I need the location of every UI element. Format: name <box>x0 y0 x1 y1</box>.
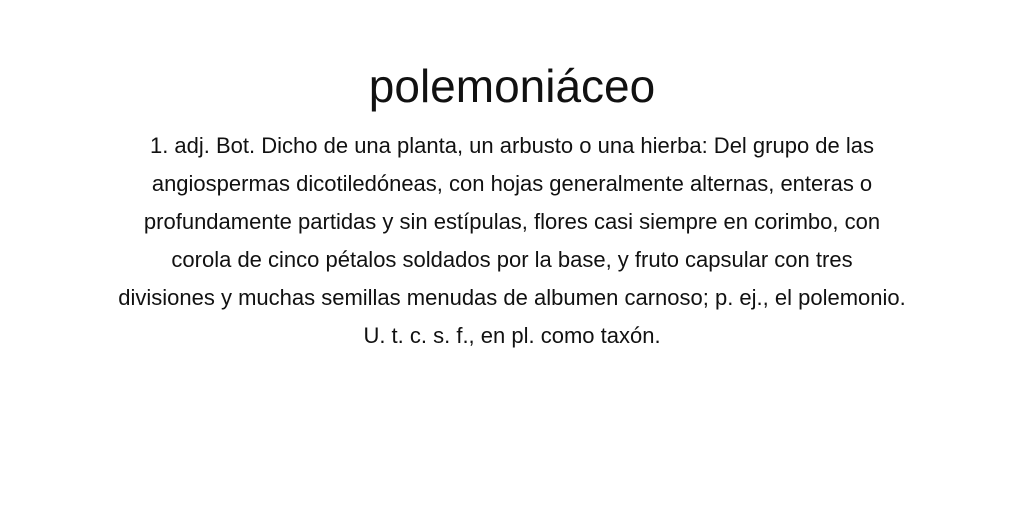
definition-line: angiospermas dicotiledóneas, con hojas generalmente alternas, enteras o <box>151 171 873 196</box>
entry-headword: polemoniáceo <box>368 60 656 112</box>
definition-line: corola de cinco pétalos soldados por la base, y fruto capsular con tres <box>171 247 853 272</box>
entry-definition <box>40 127 984 355</box>
definition-line: profundamente partidas y sin estípulas, flores casi siempre en corimbo, con <box>143 209 881 234</box>
definition-line: divisiones y muchas semillas menudas de albumen carnoso; p. ej., el polemonio. <box>118 285 906 310</box>
definition-line: U. t. c. s. f., en pl. como taxón. <box>363 323 661 348</box>
definition-line: 1. adj. Bot. Dicho de una planta, un arbusto o una hierba: Del grupo de las <box>149 133 875 158</box>
